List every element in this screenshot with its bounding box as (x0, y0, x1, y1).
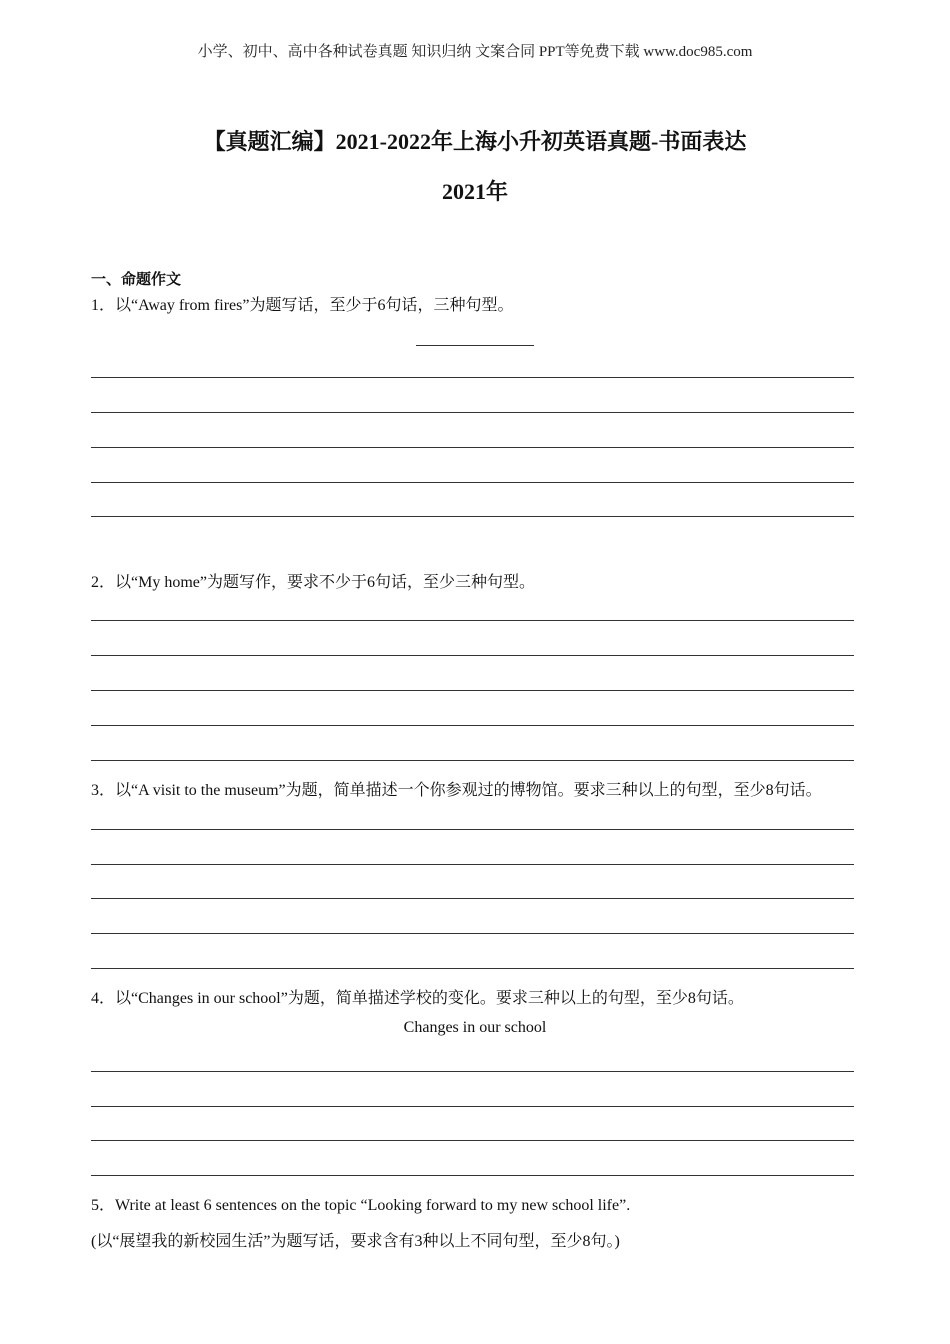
answer-line[interactable] (91, 725, 854, 726)
question-4: 4．以“Changes in our school”为题，简单描述学校的变化。要求三种以上的句型，至少8句话。 (91, 990, 744, 1007)
answer-line[interactable] (91, 864, 854, 865)
answer-line[interactable] (91, 1106, 854, 1107)
document-title: 【真题汇编】2021-2022年上海小升初英语真题-书面表达 (203, 129, 747, 154)
answer-line[interactable] (91, 1071, 854, 1072)
essay-title: Changes in our school (403, 1019, 547, 1036)
document-year: 2021年 (441, 179, 508, 204)
title-blank-line[interactable] (416, 345, 534, 346)
answer-line[interactable] (91, 968, 854, 969)
question-5-note: (以“展望我的新校园生活”为题写话，要求含有3种以上不同句型，至少8句。) (91, 1233, 620, 1250)
answer-line[interactable] (91, 933, 854, 934)
answer-line[interactable] (91, 829, 854, 830)
answer-line[interactable] (91, 898, 854, 899)
question-2: 2．以“My home”为题写作，要求不少于6句话，至少三种句型。 (91, 574, 535, 591)
answer-line[interactable] (91, 516, 854, 517)
answer-line[interactable] (91, 690, 854, 691)
answer-line[interactable] (91, 482, 854, 483)
answer-line[interactable] (91, 1175, 854, 1176)
answer-line[interactable] (91, 620, 854, 621)
answer-line[interactable] (91, 655, 854, 656)
page-header: 小学、初中、高中各种试卷真题 知识归纳 文案合同 PPT等免费下载 www.doc985.com (197, 44, 753, 60)
answer-line[interactable] (91, 1140, 854, 1141)
question-3: 3．以“A visit to the museum”为题，简单描述一个你参观过的博物馆。要求三种以上的句型，至少8句话。 (91, 782, 822, 799)
answer-line[interactable] (91, 377, 854, 378)
question-5: 5．Write at least 6 sentences on the topic “Looking forward to my new school life”. (91, 1197, 631, 1214)
answer-line[interactable] (91, 447, 854, 448)
answer-line[interactable] (91, 760, 854, 761)
question-1: 1．以“Away from fires”为题写话，至少于6句话，三种句型。 (91, 297, 514, 314)
answer-line[interactable] (91, 412, 854, 413)
section-heading: 一、命题作文 (91, 270, 182, 288)
